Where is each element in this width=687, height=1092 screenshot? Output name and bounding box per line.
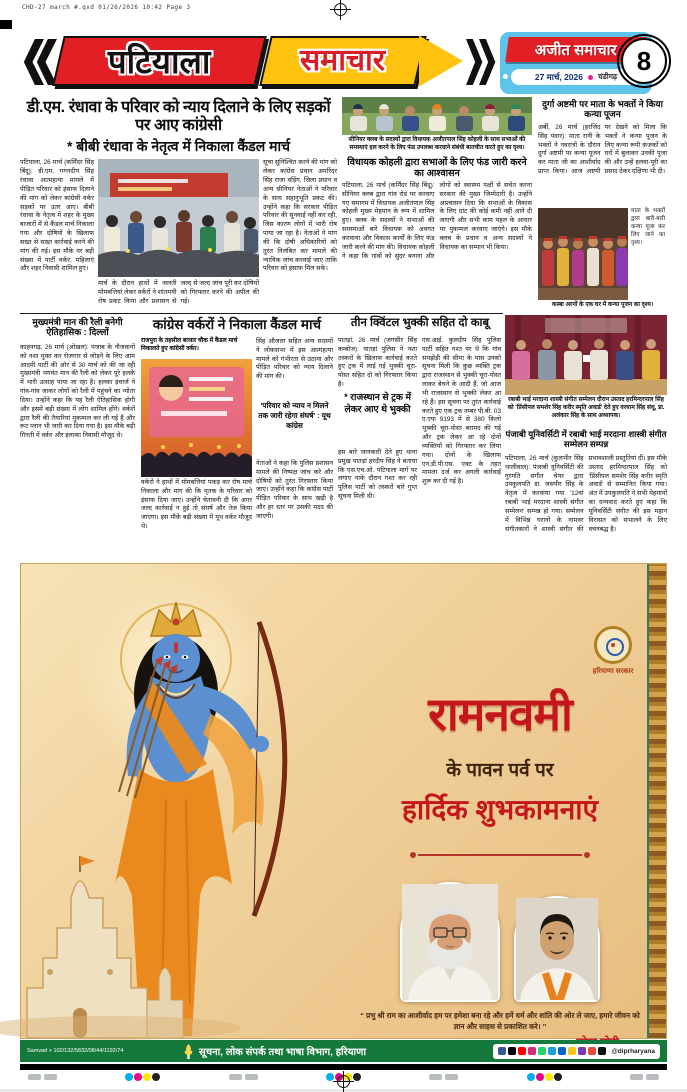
article-durga (538, 99, 667, 313)
quote-text: “ प्रभु श्री राम का आशीर्वाद हम पर हमेशा बना रहे और हमें धर्म और शांति की ओर ले जाए, हमारे जीवन को ज्ञान और साहस से प्रकाशित करे। ” (360, 1011, 640, 1032)
article-kohli (342, 97, 532, 313)
social-icon-x (508, 1047, 516, 1055)
durga-photo-row (538, 208, 667, 300)
dot-icon (588, 75, 593, 80)
lead-body-mid: मार्च के दौरान हाथों में जलती मोमबत्तियां लेकर वर्करों ने शांतमयी रोष प्रकट किया और प्रशासन से जल्द से जल्द जांच पूरी कर दोषियों को गिरफ्तार करने की अपील की गई। (98, 280, 259, 306)
bhukki-columns (338, 337, 502, 553)
social-icon-facebook (498, 1047, 506, 1055)
social-icon-whatsapp (538, 1047, 546, 1055)
article-rally (20, 317, 135, 560)
lead-headline: डी.एम. रंधावा के परिवार को न्याय दिलाने के लिए सड़कों पर आए कांग्रेसी (26, 99, 331, 134)
edition-city: चंडीगढ़ (597, 72, 618, 81)
kohli-body: पटियाला, 26 मार्च (कर्मिंदर सिंह बिंदू): सीनियर क्लब द्वारा गांव रोड पर करवाए गए समागम में विधायक अजीतपाल सिंह कोहली मुख्य मेहमान के रूप में शामिल हुए। क्लब के सदस्यों ने सभाओं की समस्याओं बारे विधायक को अवगत करवाया और विकास कार्यों के लिए फंड जारी करने की मांग की। विधायक कोहली ने कहा कि गांवों को सुंदर बनाना और लोगों को स्वास्थ्य पक्षों से सचेत करना सरकार की मुख्य जिम्मेदारी है। उन्होंने आश्वासन दिया कि सभाओं के विकास के लिए ग्रांट की कोई कमी नहीं आने दी जाएगी और सभी काम पहल के आधार पर मुकम्मल करवाए जाएंगे। इस मौके क्लब के प्रधान व अन्य सदस्यों ने विधायक का सम्मान भी किया। (342, 182, 532, 260)
footer-bar (20, 1040, 667, 1062)
edge-black-chip (0, 20, 12, 29)
bhukki-body-right: एस.आई. कुलदीप सिंह पुलिस पार्टी सहित गश्त पर थे कि गांव समझेड़ी की सीमा के पास उनको सूचना मिली कि कुछ व्यक्ति ट्रक द्वारा राजस्थान से भुक्की चूरा-पोस्त लाकर बेचने के आदी हैं, जो आज भी राजस्थान से भुक्की लेकर आ रहे हैं। इस सूचना पर तुरंत कार्रवाई करते हुए एक ट्रक नम्बर पी.बी. 03 ए.एफ 9193 में से 380 किलो भुक्की चूरा-पोस्त बरामद की गई और ट्रक लेकर आ रहे दोनों व्यक्तियों को गिरफ्तार कर लिया गया। दोनों के खिलाफ एन.डी.पी.एस. एक्ट के तहत मामला दर्ज कर अगली कार्रवाई शुरू कर दी गई है। (422, 337, 501, 486)
registration-crosshair-icon (334, 3, 347, 16)
bhukki-body-left-top: पातड़ां, 26 मार्च (जगसीर सिंह कम्बोज): पातड़ां पुलिस ने नशा तस्करों के खिलाफ कार्रवाई करते हुए ट्रक में लाई गई भुक्की चूरा-पोस्त सहित दो को गिरफ्तार किया है। (338, 337, 417, 389)
candle-photo-caption: राजपुरा के तहसील बाजार चौक में कैंडल मार्च निकालते हुए कांग्रेसी वर्कर। (141, 338, 238, 352)
durga-body: अर्बी, 26 मार्च (हरजिंद सिंह पंवार): माता रानी के भक्तों ने नवरात्रों के दौरान दुर्गा अष्टमी पर कन्या पूजन कर माता जी का आशीर्वाद प्राप्त किया। आज अष्टमी पर देखने को मिला कि भक्तों ने कन्या पूजन के लिए कन्या रूपी कंजकों को घरों में बुलाकर उनकी पूजा की और उन्हें हलवा-पूरी का प्रसाद देकर दक्षिणा भी दी। (538, 124, 667, 176)
masthead-red-panel (52, 36, 267, 86)
rally-headline: मुख्यमंत्री मान की रैली बनेगी ऐतिहासिक : दिल्लों (32, 317, 123, 338)
footer-code: Samvad > 102/132/5832/08/44/1192/74 (27, 1048, 124, 1054)
social-icon-instagram (528, 1047, 536, 1055)
social-handle: @diprharyana (611, 1047, 655, 1055)
durga-side-text: माता के भक्तों द्वारा बारी-बारी कन्या पूजा कर लिए जाने का दृश्य। (631, 208, 665, 246)
candle-left-column (141, 338, 252, 557)
gray-registration-mark-icon (630, 1074, 659, 1080)
kohli-headline: विधायक कोहली द्वारा सभाओं के लिए फंड जारी करने का आश्वासन (347, 157, 527, 179)
ram-navami-advertisement (20, 563, 667, 1039)
masthead-title-word1: पटियाला (108, 42, 211, 80)
sangeet-photo-caption: रबाबी भाई मरदाना शास्त्री संगीत सम्मेलन दौरान उस्ताद हरमिन्दरपाल सिंह को 'प्रिंसीपल समशेर सिंह करीर स्मृति अवार्ड' देते हुए वरयाम सिंह संधू, डा. अलंकार सिंह के साथ अध्यापक। (507, 397, 665, 419)
social-icon-threads (588, 1047, 596, 1055)
candle-columns (141, 338, 333, 557)
bhukki-headline: तीन क्विंटल भुक्की सहित दो काबू (350, 317, 490, 329)
cmyk-registration-icon (125, 1073, 160, 1081)
gray-registration-mark-icon (229, 1074, 258, 1080)
lead-columns (20, 159, 337, 325)
social-icon-public-app (598, 1047, 606, 1055)
festival-name: रामनवमी (428, 688, 572, 740)
torch-icon (183, 1044, 194, 1059)
section-divider (20, 313, 503, 314)
date-pill (511, 69, 641, 85)
portrait-nayab-saini (514, 896, 600, 1002)
durga-headline: दुर्गा अष्टमी पर माता के भक्तों ने किया कन्या पूजन (542, 99, 663, 120)
print-slug: CHD-27 march #.qxd 01/26/2026 10:42 Page 3 (22, 4, 191, 11)
gray-registration-mark-icon (429, 1074, 458, 1080)
photo-candle-banner (141, 359, 252, 477)
gray-registration-mark-icon (28, 1074, 57, 1080)
candle-body-left: वर्करों ने हाथों में मोमबत्तियां पकड़ कर रोष मार्च निकाला और मांग की कि मृतक के परिवार को इंसाफ दिया जाए। उन्होंने चेतावनी दी कि अगर जल्द कार्रवाई न हुई तो संघर्ष और तेज किया जाएगा। इस मौके बड़ी संख्या में यूथ वर्कर मौजूद थे। (141, 479, 252, 531)
article-lead (20, 99, 337, 313)
social-icon-koo (568, 1047, 576, 1055)
lead-body-right: सूचा सुनिश्चित करने की मांग को लेकर कांग्रेस प्रधान अमरिंदर सिंह राजा वड़िंग, जिला प्रधान व अन्य सीनियर नेताओं ने परिवार के साथ सहानुभूति प्रकट की। उन्होंने कहा कि सरकार पीड़ित परिवार की सुनवाई नहीं कर रही, जिस कारण लोगों में भारी रोष पाया जा रहा है। नेताओं ने मांग की कि दोषी अधिकारियों को तुरंत निलंबित कर मामले की न्यायिक जांच करवाई जाए ताकि परिवार को इंसाफ मिल सके। (263, 159, 337, 273)
ad-greeting-text (349, 682, 651, 856)
photo-kanya-pujan (538, 208, 628, 300)
social-icon-telegram (548, 1047, 556, 1055)
masthead-yellow-panel (259, 36, 427, 86)
masthead-title-word2: समाचार (300, 44, 386, 77)
candle-inset-quote: 'परिवार को न्याय न मिलने तक जारी रहेगा संघर्ष' : यूथ कांग्रेस (258, 401, 331, 430)
department-name: सूचना, लोक संपर्क तथा भाषा विभाग, हरियाणा (199, 1047, 366, 1058)
article-sangeet (505, 315, 667, 560)
govt-emblem-icon (594, 626, 632, 664)
photo-award-ceremony (505, 315, 667, 395)
candle-headline: कांग्रेस वर्करों ने निकाला कैंडल मार्च (152, 317, 322, 332)
candle-body-right-bottom: नेताओं ने कहा कि पुलिस प्रशासन मामले की निष्पक्ष जांच करे और दोषियों को तुरंत गिरफ्तार किया जाए। उन्होंने कहा कि कांग्रेस पार्टी पीड़ित परिवार के साथ खड़ी है और हर स्तर पर उसकी मदद की जाएगी। (256, 460, 333, 520)
social-icon-sharechat (578, 1047, 586, 1055)
social-icon-linkedin (558, 1047, 566, 1055)
dot-icon (503, 74, 508, 79)
print-black-bar (20, 1064, 667, 1070)
footer-department (183, 1044, 366, 1059)
lord-ram-illustration (21, 564, 333, 1040)
article-candle (141, 317, 333, 560)
page-number-badge: 8 (621, 38, 667, 84)
issue-date: 27 मार्च, 2026 (534, 71, 583, 82)
kohli-photo-caption: सीनियर क्लब के सदस्यों द्वारा विधायक अजीतपाल सिंह कोहली के साथ सभाओं की समस्याएं हल करने के लिए फंड उपलब्ध करवाने संबंधी बातचीत करते हुए का दृश्य। (348, 137, 526, 151)
photo-candle-march-crowd (98, 159, 259, 277)
candle-right-column (256, 338, 333, 557)
social-strip (493, 1044, 660, 1059)
greeting-line2: के पावन पर्व पर (446, 760, 554, 781)
sangeet-headline: पंजाबी यूनिवर्सिटी में रबाबी भाई मरदाना शास्त्री संगीत सम्मेलन सम्पन्न (505, 429, 667, 449)
candle-body-right-top: सिंह औजला सहित अन्य सदस्यों ने लोकसभा में इस आत्महत्या मामले को गंभीरता से उठाया और पीड़ित परिवार को न्याय दिलाने की मांग की। (256, 338, 333, 381)
leader-portraits (349, 876, 651, 1002)
bhukki-left-column (338, 337, 417, 553)
ornamental-divider (418, 854, 582, 856)
cmyk-registration-icon (527, 1073, 562, 1081)
lead-subhead: * बीबी रंधावा के नेतृत्व में निकाला कैंडल मार्च (66, 137, 291, 154)
arrow-tip-icon (419, 32, 463, 90)
brand-name: अजीत समाचार (535, 41, 617, 59)
bhukki-subhead: * राजस्थान से ट्रक में लेकर आए थे भुक्की (344, 392, 411, 414)
greeting-line3: हार्दिक शुभकामनाएं (401, 794, 599, 825)
social-icon-youtube (518, 1047, 526, 1055)
durga-photo-caption: कस्बा अरनों के एक घर में कन्या पूजन का दृश्य। (551, 302, 654, 308)
masthead (20, 30, 667, 96)
haryana-govt-emblem (577, 626, 649, 676)
lead-middle (98, 159, 259, 325)
sangeet-body: पटियाला, 26 मार्च (कुलभीर सिंह थालीवाल): पंजाबी यूनिवर्सिटी की गुरमति संगीत चेयर द्वारा उपकुलपति डा. जसपीर सिंह के नेतृत्व में करवाया गया '12वां रबाबी भाई मरदाना शास्त्री संगीत सम्मेलन' सम्पन्न हो गया। सम्मेलन में विभिन्न घरानों के नामवर संगीतकारों ने शास्त्री संगीत की प्रभावशाली प्रस्तुतियां दीं। इस मौके उस्ताद हरमिन्दरपाल सिंह को 'प्रिंसीपल समशेर सिंह करीर स्मृति अवार्ड' से सम्मानित किया गया। अंत में उपकुलपति ने सभी मेहमानों का धन्यवाद करते हुए कहा कि यूनिवर्सिटी संगीत की इस महान विरासत को संभालने के लिए वचनबद्ध है। (505, 455, 667, 533)
rally-body: काहनगढ़, 26 मार्च (ओखल): पंजाब के नौजवानों को नशा मुक्त कर रोजगार से जोड़ने के लिए आम आदमी पार्टी की ओर से 30 मार्च को की जा रही मुख्यमंत्री भगवंत मान की रैली को लेकर पूरे हलके में भारी उत्साह पाया जा रहा है। हलका इंचार्ज ने गांव-गांव जाकर लोगों को रैली में पहुंचने का न्योता दिया। उन्होंने कहा कि यह रैली ऐतिहासिक होगी और इसमें बड़ी संख्या में लोग शामिल होंगे। वर्करों द्वारा रैली की तैयारियां मुकम्मल कर ली गई हैं और रूट प्लान भी जारी कर दिया गया है। इस मौके बड़ी गिनती में वर्कर और इलाका निवासी मौजूद थे। (20, 344, 135, 440)
photo-club-members (342, 97, 532, 135)
emblem-label: हरियाणा सरकार (592, 668, 634, 675)
lead-body-left: पटियाला, 26 मार्च (कर्मिंदर सिंह बिंदू): डी.एम. गगनदीप सिंह रंधावा आत्महत्या मामले में पीड़ित परिवार को इंसाफ दिलाने की मांग को लेकर कांग्रेसी वर्कर सड़कों पर उतर आए। बीबी रंधावा के नेतृत्व में शहर के मुख्य बाजारों में से कैंडल मार्च निकाला गया और दोषियों के खिलाफ सख्त से सख्त कार्रवाई करने की मांग की गई। इस मौके पर बड़ी संख्या में पार्टी वर्कर, महिलाएं और शहर निवासी शामिल हुए। (20, 159, 94, 273)
bhukki-body-left-bottom: इस बारे जानकारी देते हुए थाना प्रमुख पातड़ां हरदीप सिंह ने बताया कि एस.एच.ओ. पटियाला मार्ग पर लगाए नाके दौरान गश्त कर रही पुलिस पार्टी को तस्करों बारे गुप्त सूचना मिली थी। (338, 449, 417, 501)
portrait-narendra-modi (400, 882, 500, 1002)
registration-crosshair-icon (337, 1075, 350, 1088)
article-bhukki (338, 317, 502, 560)
